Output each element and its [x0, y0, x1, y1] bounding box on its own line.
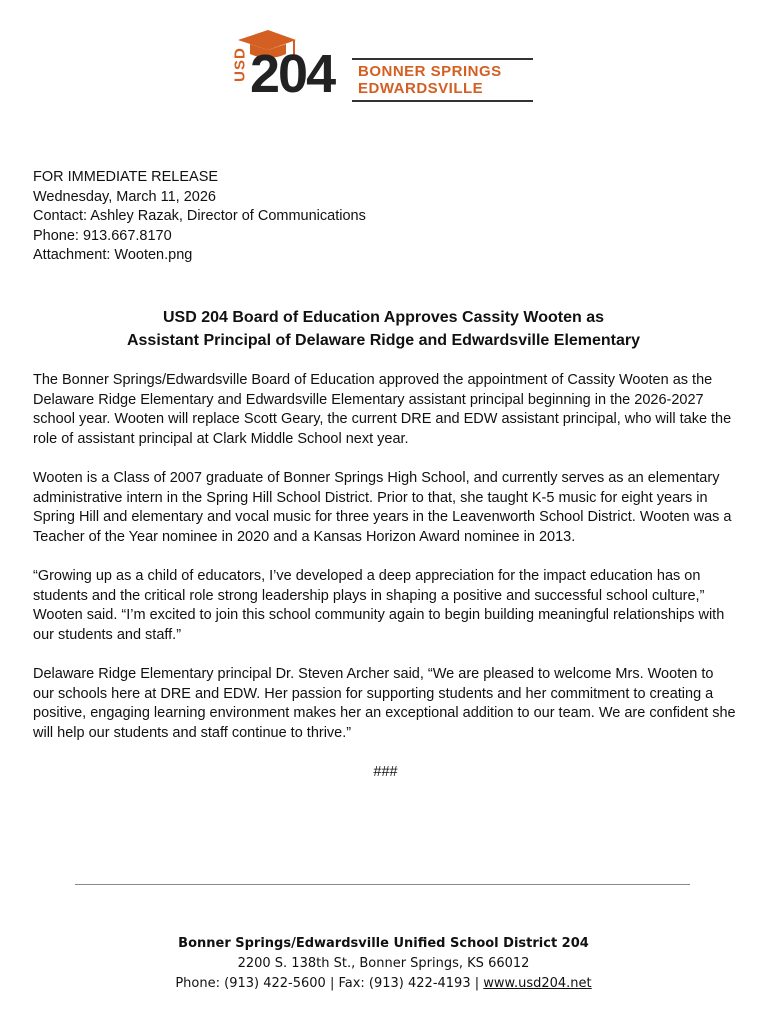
- paragraph-2: Wooten is a Class of 2007 graduate of Bonner Springs High School, and currently serves as an elementary administrative intern in the Spring Hill School District. Prior to that, she taught K-5 music for eight years in Spring Hill and elementary and vocal music for three years in the Leavenworth School District. Wooten was a Teacher of the Year nominee in 2020 and a Kansas Horizon Award nominee in 2013.: [33, 469, 732, 545]
- logo-usd-text: USD: [231, 47, 249, 82]
- title-line-2: Assistant Principal of Delaware Ridge and Edwardsville Elementary: [126, 332, 641, 349]
- release-header: [33, 168, 366, 266]
- end-mark: ###: [373, 763, 398, 780]
- page-title: [0, 306, 767, 352]
- footer-divider: [75, 884, 690, 885]
- footer-fax: Fax: (913) 422-4193: [338, 976, 471, 991]
- logo-line-2: EDWARDSVILLE: [358, 80, 484, 97]
- footer-contact-line: [0, 974, 767, 994]
- logo-line-1: BONNER SPRINGS: [358, 63, 502, 80]
- release-attachment: Attachment: Wooten.png: [33, 247, 193, 264]
- footer-separator: |: [474, 976, 484, 991]
- paragraph-3: “Growing up as a child of educators, I’ve developed a deep appreciation for the impact education has on students and the critical role strong leadership plays in shaping a positive and successful school culture,” Wooten said. “I’m excited to join this school community again to begin building meaningful relationships with our students and staff.”: [33, 567, 725, 643]
- footer-org: Bonner Springs/Edwardsville Unified School District 204: [178, 936, 589, 951]
- logo-district-name: [352, 58, 533, 102]
- website-link[interactable]: www.usd204.net: [483, 976, 592, 991]
- footer: [0, 934, 767, 994]
- paragraph-1: The Bonner Springs/Edwardsville Board of Education approved the appointment of Cassity Wooten as the Delaware Ridge Elementary and Edwardsville Elementary assistant principal beginning in the 2026-2027 school year. Wooten will replace Scott Geary, the current DRE and EDW assistant principal, who will take the role of assistant principal at Clark Middle School next year.: [33, 372, 732, 447]
- paragraph-4: Delaware Ridge Elementary principal Dr. Steven Archer said, “We are pleased to welcome Mrs. Wooten to our schools here at DRE and EDW. Her passion for supporting students and her commitment to creating a positive, engaging learning environment makes her an exceptional addition to our team. We are confident she will help our students and staff continue to thrive.”: [33, 665, 736, 741]
- footer-separator: |: [329, 976, 339, 991]
- release-phone: Phone: 913.667.8170: [33, 227, 172, 244]
- footer-phone: Phone: (913) 422-5600: [175, 976, 326, 991]
- release-label: FOR IMMEDIATE RELEASE: [33, 169, 219, 185]
- title-line-1: USD 204 Board of Education Approves Cassity Wooten as: [163, 309, 604, 326]
- logo-number: 204: [250, 44, 335, 104]
- release-date: Wednesday, March 11, 2026: [33, 188, 216, 205]
- article-body: [33, 371, 738, 782]
- footer-address: 2200 S. 138th St., Bonner Springs, KS 66012: [237, 956, 530, 971]
- district-logo: [230, 28, 530, 104]
- release-contact: Contact: Ashley Razak, Director of Communications: [33, 208, 366, 225]
